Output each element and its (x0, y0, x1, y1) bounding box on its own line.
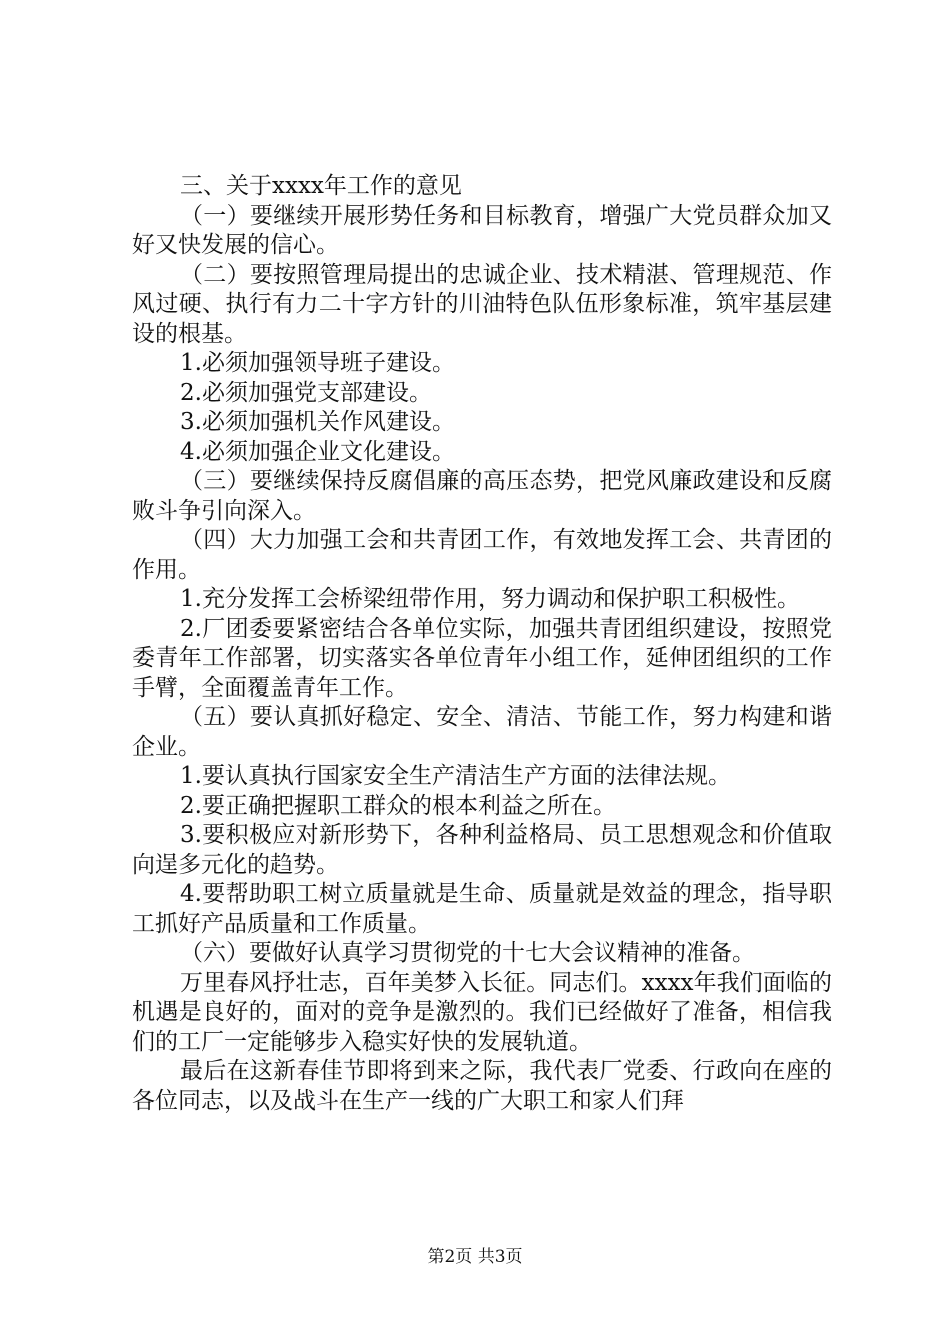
paragraph: （四）大力加强工会和共青团工作，有效地发挥工会、共青团的作用。 (132, 527, 832, 583)
section-heading: 三、关于xxxx年工作的意见 (180, 173, 462, 199)
paragraph: 万里春风抒壮志，百年美梦入长征。同志们。xxxx年我们面临的机遇是良好的，面对的竞争是激烈的。我们已经做好了准备，相信我们的工厂一定能够步入稳实好快的发展轨道。 (132, 969, 832, 1055)
list-item: 4.要帮助职工树立质量就是生命、质量就是效益的理念，指导职工抓好产品质量和工作质量。 (132, 881, 832, 937)
list-item: 2.必须加强党支部建设。 (180, 379, 432, 406)
list-item: 1.要认真执行国家安全生产清洁生产方面的法律法规。 (180, 763, 731, 789)
list-item: 2.要正确把握职工群众的根本利益之所在。 (180, 792, 616, 819)
paragraph: （三）要继续保持反腐倡廉的高压态势，把党风廉政建设和反腐败斗争引向深入。 (132, 468, 832, 524)
paragraph: 最后在这新春佳节即将到来之际，我代表厂党委、行政向在座的各位同志，以及战斗在生产一线的广大职工和家人们拜 (132, 1058, 832, 1114)
list-item: 1.充分发挥工会桥梁纽带作用，努力调动和保护职工积极性。 (180, 586, 800, 612)
page-number-footer: 第2页 共3页 (427, 1247, 523, 1267)
paragraph: （一）要继续开展形势任务和目标教育，增强广大党员群众加又好又快发展的信心。 (132, 202, 832, 258)
paragraph: （五）要认真抓好稳定、安全、清洁、节能工作，努力构建和谐企业。 (132, 704, 832, 760)
list-item: 3.要积极应对新形势下，各种利益格局、员工思想观念和价值取向逞多元化的趋势。 (132, 822, 832, 878)
list-item: 3.必须加强机关作风建设。 (180, 409, 455, 435)
paragraph: （六）要做好认真学习贯彻党的十七大会议精神的准备。 (180, 940, 755, 966)
paragraph: （二）要按照管理局提出的忠诚企业、技术精湛、管理规范、作风过硬、执行有力二十字方针的川油特色队伍形象标准，筑牢基层建设的根基。 (132, 261, 832, 347)
list-item: 2.厂团委要紧密结合各单位实际，加强共青团组织建设，按照党委青年工作部署，切实落实各单位青年小组工作，延伸团组织的工作手臂，全面覆盖青年工作。 (132, 615, 832, 701)
document-body (132, 172, 832, 1116)
list-item: 4.必须加强企业文化建设。 (180, 438, 455, 465)
list-item: 1.必须加强领导班子建设。 (180, 350, 455, 376)
